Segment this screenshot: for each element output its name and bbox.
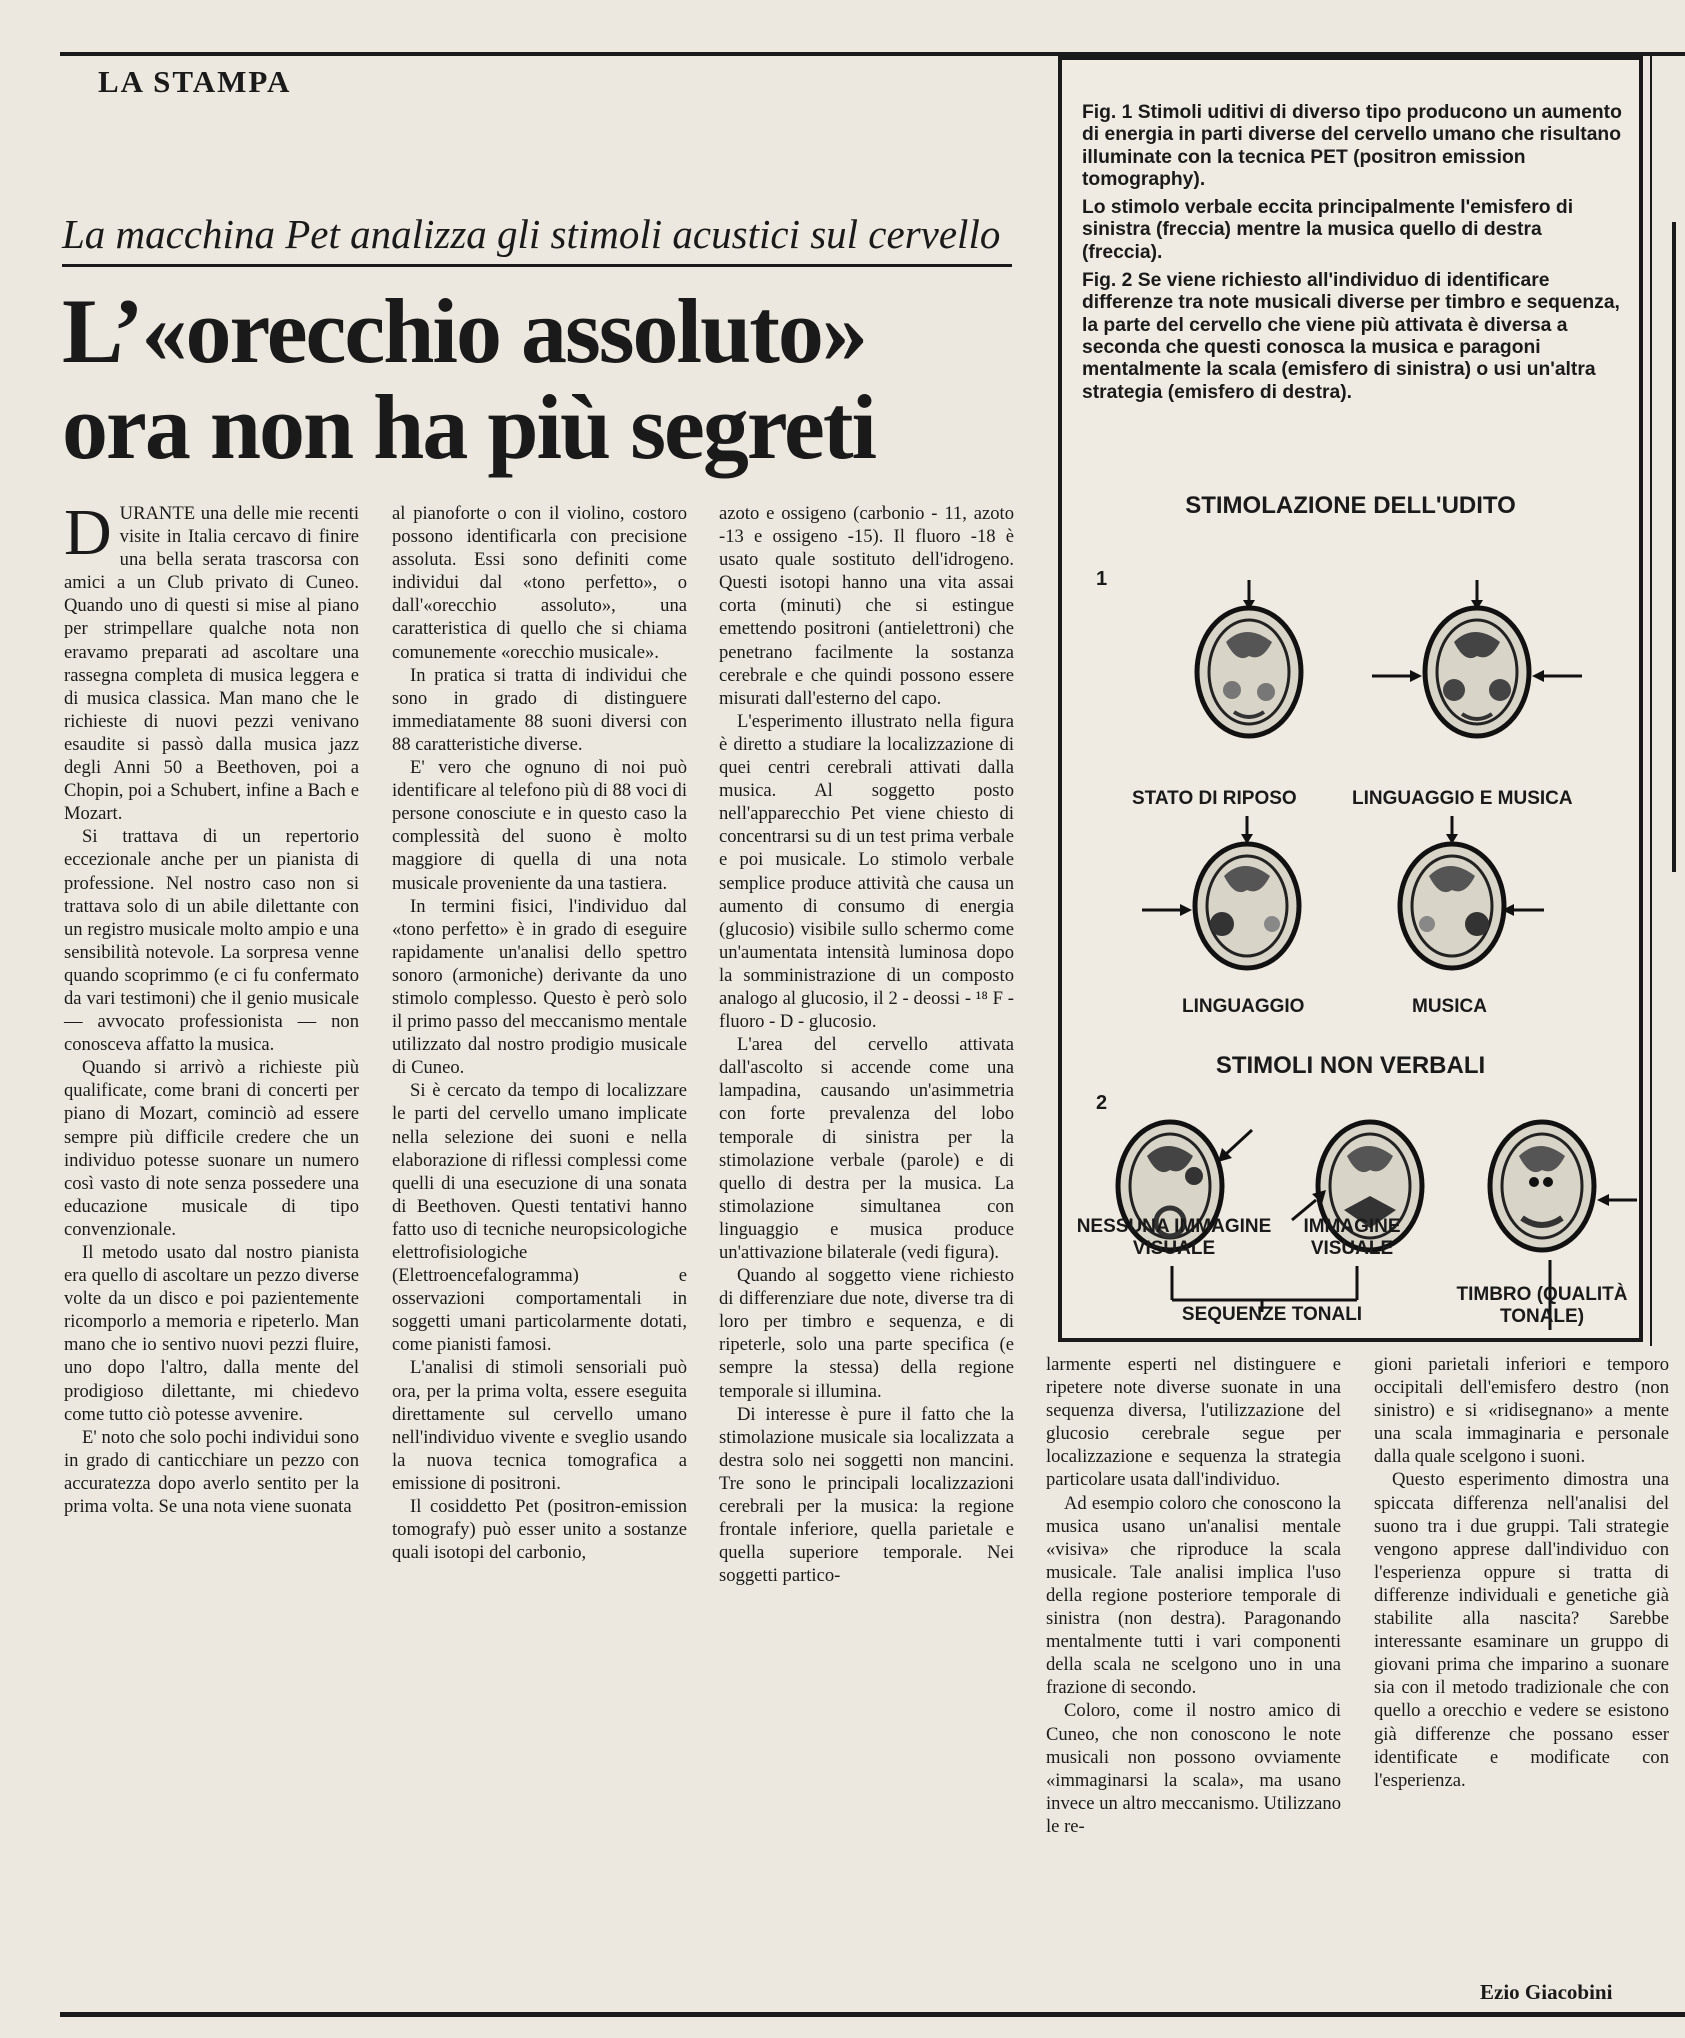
figure-1-title: STIMOLAZIONE DELL'UDITO bbox=[1185, 492, 1516, 519]
figure-2-number: 2 bbox=[1096, 1092, 1108, 1114]
paragraph: Questo esperimento dimostra una spiccata differenza nell'analisi del suono tra i due gruppi. Tali strategie vengono apprese dall'individuo con l'esperienza oppure si tratta di differenze individuali e genetiche già stabilite alla nascita? Sarebbe interessante esaminare un gruppo di giovani prima che imparino a suonare sia con il metodo tradizionale che con quello a orecchio e vedere se esistono già differenze che possano esser identificate e modificate con l'esperienza. bbox=[1374, 1469, 1669, 1791]
article-column-3 bbox=[719, 502, 1014, 1587]
article-kicker: La macchina Pet analizza gli stimoli acustici sul cervello bbox=[62, 210, 1012, 267]
article-column-2 bbox=[392, 502, 687, 1564]
paragraph: Si trattava di un repertorio eccezionale anche per un pianista di professione. Nel nostro caso non si trattava solo di un abile dilettante con un registro musicale molto ampio e una sensibilità notevole. La sorpresa venne quando scoprimmo (e ci fu confermato da vari testimoni) che il genio musicale — avvocato professionista — non conosceva affatto la musica. bbox=[64, 826, 359, 1056]
newspaper-name: LA STAMPA bbox=[98, 64, 292, 99]
brain-scan-rest bbox=[1174, 580, 1324, 760]
article-headline bbox=[62, 280, 1062, 478]
margin-bar bbox=[1672, 222, 1676, 872]
article-column-5 bbox=[1374, 1353, 1669, 1792]
drop-cap: D bbox=[64, 496, 112, 569]
paragraph: Il cosiddetto Pet (positron-emission tomografy) può esser unito a sostanze quali isotopi del carbonio, bbox=[392, 1496, 687, 1564]
paragraph: Coloro, come il nostro amico di Cuneo, che non conoscono le note musicali non possono ovviamente «immaginarsi la scala», ma usano invece un altro meccanismo. Utilizzano le re- bbox=[1046, 1700, 1341, 1837]
paragraph: Quando al soggetto viene richiesto di differenziare due note, diverse tra di loro per timbro e sequenza, e di ripeterle, solo una parte specifica (e sempre la stessa) della regione temporale si illumina. bbox=[719, 1265, 1014, 1402]
author-byline: Ezio Giacobini bbox=[1480, 1980, 1613, 2004]
figure-captions bbox=[1082, 102, 1622, 410]
figure-1-caption-note: Lo stimolo verbale eccita principalmente l'emisfero di sinistra (freccia) mentre la musica quello di destra (freccia). bbox=[1082, 197, 1574, 263]
label-visual-image: IMMAGINE VISUALE bbox=[1303, 1216, 1401, 1259]
paragraph: azoto e ossigeno (carbonio - 11, azoto -13 e ossigeno -15). Il fluoro -18 è usato quale sostituto dell'idrogeno. Questi isotopi hanno una vita assai corta (minuti) che si estingue emettendo positroni (antielettroni) che penetrano facilmente la sostanza cerebrale e che quindi possono essere misurati dall'esterno del capo. bbox=[719, 503, 1014, 709]
figure-2-caption: Fig. 2 Se viene richiesto all'individuo di identificare differenze tra note musicali diverse per timbro e sequenza, la parte del cervello che viene più attivata è diversa a seconda che questi conosca la musica e paragoni mentalmente la scala (emisfero di sinistra) o usi un'altra strategia (emisfero di destra). bbox=[1082, 270, 1620, 403]
label-timbre: TIMBRO (QUALITÀ TONALE) bbox=[1456, 1284, 1628, 1327]
label-no-visual-image: NESSUNA IMMAGINE VISUALE bbox=[1076, 1216, 1272, 1259]
figure-2-title: STIMOLI NON VERBALI bbox=[1215, 1052, 1486, 1079]
figure-1-number: 1 bbox=[1096, 568, 1108, 590]
paragraph: L'analisi di stimoli sensoriali può ora, per la prima volta, essere eseguita direttamente sul cervello umano nell'individuo vivente e sveglio usando la nuova tecnica tomografica a emissione di positroni. bbox=[392, 1357, 687, 1494]
paragraph: Ad esempio coloro che conoscono la musica usano un'analisi mentale «visiva» che riproduce la scala musicale. Tale analisi implica l'uso della regione posteriore temporale di sinistra (non destra). Paragonando mentalmente tutti i vari componenti della scala ne scelgono uno in una frazione di secondo. bbox=[1046, 1492, 1341, 1699]
label-music: MUSICA bbox=[1412, 996, 1487, 1017]
bottom-rule bbox=[60, 2012, 1685, 2017]
paragraph: larmente esperti nel distinguere e ripetere note diverse suonate in una sequenza diversa, l'utilizzazione del glucosio cerebrale segue per localizzazione e sequenza la strategia particolare usata dall'individuo. bbox=[1046, 1354, 1341, 1491]
paragraph: gioni parietali inferiori e temporo occipitali dell'emisfero destro (non sinistro) e si «ridisegnano» a mente una scala immaginaria e personale dalla quale scelgono i suoni. bbox=[1374, 1354, 1669, 1468]
brain-scan-timbre bbox=[1472, 1100, 1642, 1270]
paragraph: E' noto che solo pochi individui sono in grado di canticchiare un pezzo con accuratezza dopo averlo sentito per la prima volta. Se una nota viene suonata bbox=[64, 1426, 359, 1518]
headline-line-1: L’«orecchio assoluto» bbox=[62, 280, 866, 382]
label-language-and-music: LINGUAGGIO E MUSICA bbox=[1352, 788, 1573, 809]
label-language: LINGUAGGIO bbox=[1182, 996, 1305, 1017]
article-column-4 bbox=[1046, 1353, 1341, 1838]
brain-scan-language bbox=[1132, 816, 1332, 986]
paragraph: Quando si arrivò a richieste più qualificate, come brani di concerti per piano di Mozart, cominciò ad essere sempre più difficile credere che un individuo potesse suonare un numero così vasto di note senza possedere una educazione musicale di tipo convenzionale. bbox=[64, 1057, 359, 1240]
paragraph: Il metodo usato dal nostro pianista era quello di ascoltare un pezzo diverse volte da un disco e poi pazientemente ricomporlo a memoria e ripeterlo. Man mano che io sentivo nuovi pezzi fluire, uno dopo l'altro, dalla mente del prodigioso dilettante, mi chiedevo come tutto ciò potesse avvenire. bbox=[64, 1242, 359, 1425]
paragraph: In pratica si tratta di individui che sono in grado di distinguere immediatamente 88 suoni diversi con 88 caratteristiche diverse. bbox=[392, 664, 687, 755]
article-column-1 bbox=[64, 496, 359, 1518]
label-rest-state: STATO DI RIPOSO bbox=[1132, 788, 1297, 809]
brain-scan-music bbox=[1372, 816, 1552, 986]
figure-1-caption: Fig. 1 Stimoli uditivi di diverso tipo producono un aumento di energia in parti diverse del cervello umano che risultano illuminate con la tecnica PET (positron emission tomography). bbox=[1082, 102, 1622, 190]
brain-scan-language-music bbox=[1362, 580, 1592, 760]
label-tonal-sequences: SEQUENZE TONALI bbox=[1181, 1304, 1363, 1325]
paragraph: L'area del cervello attivata dall'ascolto si accende come una lampadina, causando un'asimmetria con forte prevalenza del lobo temporale di sinistra per la stimolazione verbale (parole) e di quello di destra per la musica. La stimolazione simultanea con linguaggio e musica produce un'attivazione bilaterale (vedi figura). bbox=[719, 1034, 1014, 1263]
paragraph: In termini fisici, l'individuo dal «tono perfetto» è in grado di eseguire rapidamente un'analisi dello spettro sonoro (armoniche) derivante da uno stimolo complesso. Questo è però solo il primo passo del meccanismo mentale utilizzato dal nostro prodigio musicale di Cuneo. bbox=[392, 895, 687, 1079]
paragraph: DURANTE una delle mie recenti visite in Italia cercavo di finire una bella serata trascorsa con amici a un Club privato di Cuneo. Quando uno di questi si mise al piano per strimpellare qualche nota non eravamo preparati ad ascoltare una rassegna completa di musica leggera e di musica classica. Man mano che le richieste di nuovi pezzi venivano esaudite si passò dalla musica jazz degli Anni 50 a Beethoven, poi a Chopin, poi a Schubert, infine a Bach e Mozart. bbox=[64, 496, 359, 825]
figure-box bbox=[1058, 56, 1643, 1342]
headline-line-2: ora non ha più segreti bbox=[62, 376, 876, 478]
paragraph: Si è cercato da tempo di localizzare le parti del cervello umano implicate nella selezione dei suoni e nella elaborazione di riflessi complessi come quelli di una esecuzione di una sonata di Beethoven. Questi tentativi hanno fatto uso di tecniche neuropsicologiche elettrofisiologiche (Elettroencefalogramma) e osservazioni comportamentali in soggetti umani particolarmente dotati, come pianisti famosi. bbox=[392, 1080, 687, 1356]
paragraph: L'esperimento illustrato nella figura è diretto a studiare la localizzazione di quei centri cerebrali attivati dalla musica. Al soggetto posto nell'apparecchio Pet viene chiesto di concentrarsi su di un test prima verbale e poi musicale. Lo stimolo verbale semplice produce attività che causa un aumento di consumo di energia (glucosio) visibile sullo schermo come un'aumentata intensità luminosa dopo la somministrazione di un composto analogo al glucosio, il 2 - deossi - ¹⁸ F - fluoro - D - glucosio. bbox=[719, 710, 1014, 1033]
paragraph: al pianoforte o con il violino, costoro possono identificarla con precisione assoluta. Essi sono definiti come individui dal «tono perfetto», o dall'«orecchio assoluto», una caratteristica di quello che si chiama comunemente «orecchio musicale». bbox=[392, 503, 687, 663]
paragraph: Di interesse è pure il fatto che la stimolazione musicale sia localizzata a destra solo nei soggetti non mancini. Tre sono le principali localizzazioni cerebrali per la musica: la regione frontale inferiore, quella parietale e quella superiore temporale. Nei soggetti partico- bbox=[719, 1403, 1014, 1587]
paragraph: E' vero che ognuno di noi può identificare al telefono più di 88 voci di persone conosciute e in questo caso la complessità del suono è molto maggiore di quella di una nota musicale proveniente da una tastiera. bbox=[392, 757, 687, 894]
column-rule bbox=[1650, 56, 1652, 1346]
